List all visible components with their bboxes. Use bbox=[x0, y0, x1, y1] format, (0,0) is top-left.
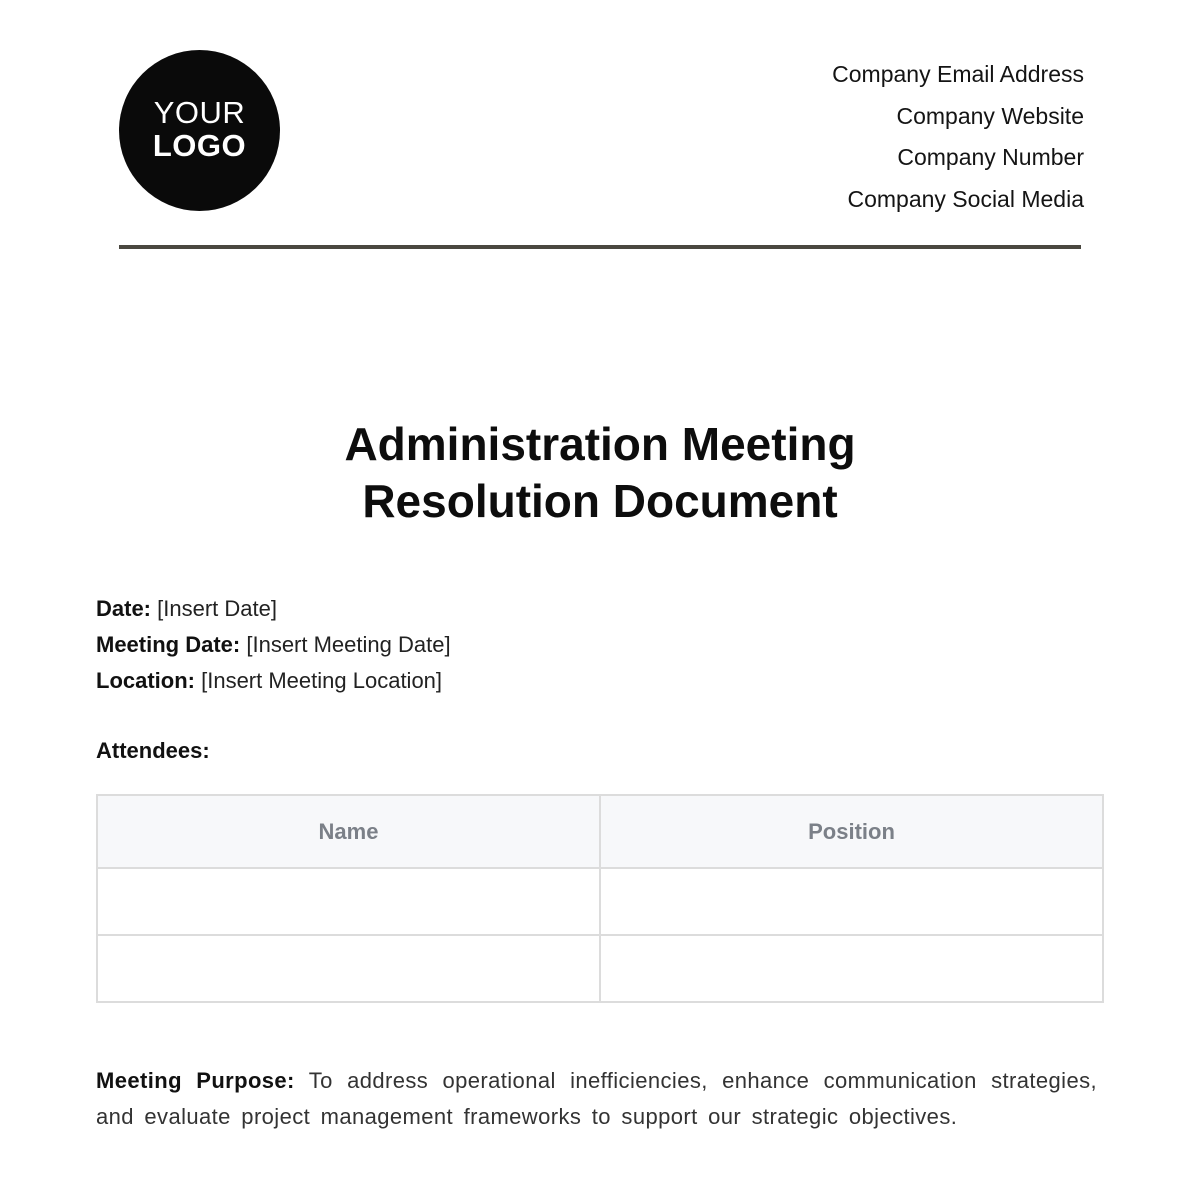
company-email: Company Email Address bbox=[832, 61, 1084, 87]
company-contact-block bbox=[832, 54, 1084, 220]
document-title-line-2: Resolution Document bbox=[362, 475, 838, 527]
date-label: Date: bbox=[96, 596, 152, 621]
location-label: Location: bbox=[96, 668, 195, 693]
attendees-table bbox=[96, 794, 1104, 1003]
logo-line-1: YOUR bbox=[153, 94, 246, 130]
location-row bbox=[96, 663, 451, 699]
location-value: [Insert Meeting Location] bbox=[195, 668, 443, 693]
date-row bbox=[96, 591, 451, 627]
meeting-purpose-label: Meeting Purpose: bbox=[96, 1068, 295, 1093]
meeting-details bbox=[96, 591, 451, 699]
document-title bbox=[0, 416, 1200, 530]
table-cell-position bbox=[600, 935, 1103, 1002]
meeting-purpose bbox=[96, 1063, 1097, 1135]
meeting-date-label: Meeting Date: bbox=[96, 632, 241, 657]
company-logo bbox=[119, 50, 280, 211]
column-header-position: Position bbox=[600, 795, 1103, 868]
date-value: [Insert Date] bbox=[151, 596, 277, 621]
meeting-date-value: [Insert Meeting Date] bbox=[240, 632, 451, 657]
meeting-purpose-text: To address operational inefficiencies, enhance communication strategies, and evaluate project management frameworks to support our strategic objectives. bbox=[96, 1068, 1097, 1129]
attendees-heading: Attendees: bbox=[96, 738, 210, 763]
table-row bbox=[97, 935, 1103, 1002]
header-divider bbox=[119, 245, 1081, 249]
table-row bbox=[97, 868, 1103, 935]
company-social-media: Company Social Media bbox=[847, 185, 1084, 212]
attendees-header-row bbox=[97, 795, 1103, 868]
table-cell-position bbox=[600, 868, 1103, 935]
company-website: Company Website bbox=[896, 102, 1084, 129]
company-number: Company Number bbox=[897, 144, 1084, 170]
meeting-date-row bbox=[96, 627, 451, 663]
table-cell-name bbox=[97, 868, 600, 935]
table-cell-name bbox=[97, 935, 600, 1002]
column-header-name: Name bbox=[97, 795, 600, 868]
document-title-line-1: Administration Meeting bbox=[344, 418, 856, 470]
logo-line-2: LOGO bbox=[152, 127, 247, 163]
